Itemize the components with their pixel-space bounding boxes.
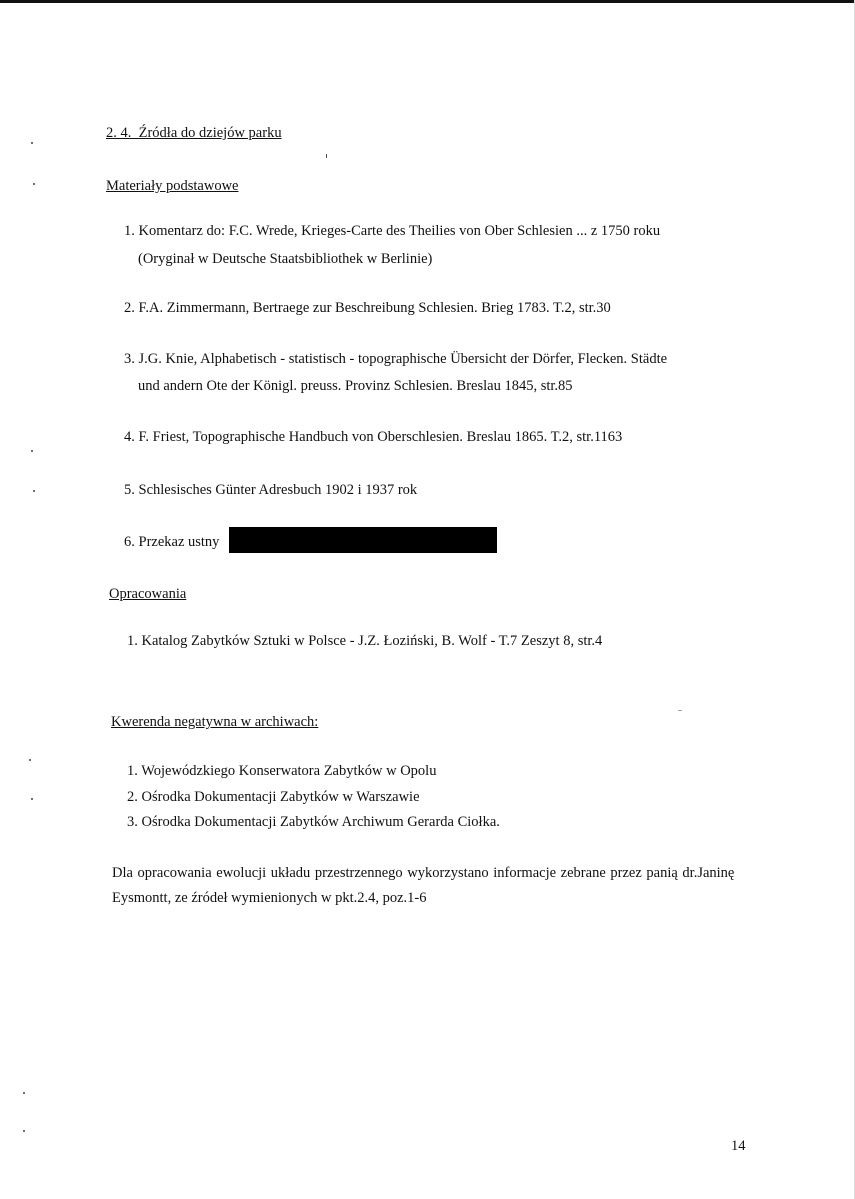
subheading-kwerenda: Kwerenda negatywna w archiwach:	[111, 714, 319, 730]
list-item: 2. F.A. Zimmermann, Bertraege zur Beschreibung Schlesien. Brieg 1783. T.2, str.30	[124, 300, 611, 316]
note-line-2: Eysmontt, ze źródeł wymienionych w pkt.2.4, poz.1-6	[112, 890, 427, 906]
scan-speck	[23, 1092, 25, 1094]
list-item: 2. Ośrodka Dokumentacji Zabytków w Warszawie	[127, 789, 420, 805]
list-item: 1. Wojewódzkiego Konserwatora Zabytków w Opolu	[127, 763, 437, 779]
list-item: 5. Schlesisches Günter Adresbuch 1902 i 1937 rok	[124, 482, 418, 498]
subheading-opracowania: Opracowania	[109, 586, 187, 602]
list-item: 4. F. Friest, Topographische Handbuch von Oberschlesien. Breslau 1865. T.2, str.1163	[124, 429, 623, 445]
section-title: Źródła do dziejów parku	[138, 125, 282, 141]
list-item-continuation: (Oryginał w Deutsche Staatsbibliothek w Berlinie)	[138, 251, 433, 267]
scan-speck	[678, 710, 682, 711]
list-item-continuation: und andern Ote der Königl. preuss. Provinz Schlesien. Breslau 1845, str.85	[138, 378, 573, 394]
list-item: 1. Katalog Zabytków Sztuki w Polsce - J.Z. Łoziński, B. Wolf - T.7 Zeszyt 8, str.4	[127, 633, 603, 649]
scan-top-border	[0, 0, 855, 3]
scan-speck	[326, 154, 327, 158]
section-heading	[106, 124, 282, 142]
list-item: 3. Ośrodka Dokumentacji Zabytków Archiwum Gerarda Ciołka.	[127, 814, 500, 830]
scan-speck	[31, 142, 33, 144]
note-line-1: Dla opracowania ewolucji układu przestrzennego wykorzystano informacje zebrane przez panią dr.Janinę	[112, 865, 735, 881]
subheading-podstawowe: Materiały podstawowe	[106, 178, 239, 194]
section-number: 2. 4.	[106, 125, 132, 141]
scan-speck	[31, 450, 33, 452]
scan-speck	[33, 183, 35, 185]
scan-speck	[31, 798, 33, 800]
page-number: 14	[731, 1138, 746, 1154]
list-item: 1. Komentarz do: F.C. Wrede, Krieges-Carte des Theilies von Ober Schlesien ... z 1750 roku	[124, 223, 661, 239]
scan-speck	[23, 1130, 25, 1132]
scan-speck	[33, 490, 35, 492]
list-item: 3. J.G. Knie, Alphabetisch - statistisch - topographische Übersicht der Dörfer, Flecken. Städte	[124, 351, 668, 367]
scan-speck	[29, 759, 31, 761]
redaction-box	[229, 527, 497, 553]
list-item: 6. Przekaz ustny	[124, 534, 220, 550]
